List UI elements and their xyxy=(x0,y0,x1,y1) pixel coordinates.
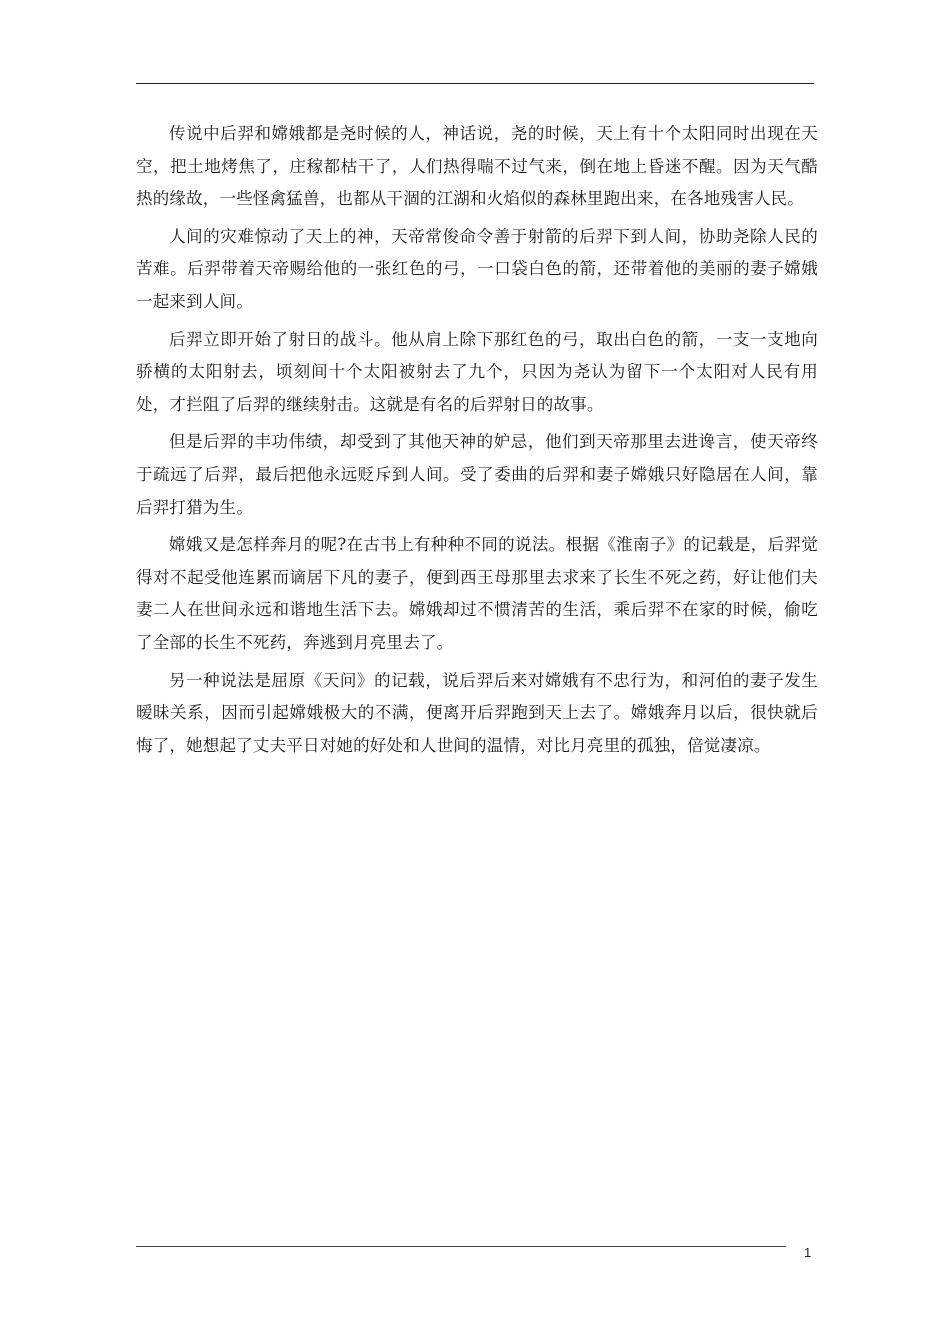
paragraph: 另一种说法是屈原《天问》的记载，说后羿后来对嫦娥有不忠行为，和河伯的妻子发生暧昧关系，因而引起嫦娥极大的不满，便离开后羿跑到天上去了。嫦娥奔月以后，很快就后悔了，她想起了丈夫平日对她的好处和人世间的温情，对比月亮里的孤独，倍觉凄凉。 xyxy=(136,670,818,755)
header-rule xyxy=(136,83,814,84)
paragraph: 嫦娥又是怎样奔月的呢?在古书上有种种不同的说法。根据《淮南子》的记载是，后羿觉得对不起受他连累而谪居下凡的妻子，便到西王母那里去求来了长生不死之药，好让他们夫妻二人在世间永远和谐地生活下去。嫦娥却过不惯清苦的生活，乘后羿不在家的时候，偷吃了全部的长生不死药，奔逃到月亮里去了。 xyxy=(136,535,818,652)
paragraph: 传说中后羿和嫦娥都是尧时候的人，神话说，尧的时候，天上有十个太阳同时出现在天空，把土地烤焦了，庄稼都枯干了，人们热得喘不过气来，倒在地上昏迷不醒。因为天气酷热的缘故，一些怪禽猛兽，也都从干涸的江湖和火焰似的森林里跑出来，在各地残害人民。 xyxy=(136,124,818,209)
page-number: 1 xyxy=(804,1245,812,1260)
paragraph: 人间的灾难惊动了天上的神，天帝常俊命令善于射箭的后羿下到人间，协助尧除人民的苦难。后羿带着天帝赐给他的一张红色的弓，一口袋白色的箭，还带着他的美丽的妻子嫦娥一起来到人间。 xyxy=(136,226,818,311)
paragraph: 但是后羿的丰功伟绩，却受到了其他天神的妒忌，他们到天帝那里去进谗言，使天帝终于疏远了后羿，最后把他永远贬斥到人间。受了委曲的后羿和妻子嫦娥只好隐居在人间，靠后羿打猎为生。 xyxy=(136,432,818,517)
footer-rule xyxy=(136,1246,786,1247)
body-text xyxy=(136,118,818,767)
paragraph: 后羿立即开始了射日的战斗。他从肩上除下那红色的弓，取出白色的箭，一支一支地向骄横的太阳射去，顷刻间十个太阳被射去了九个，只因为尧认为留下一个太阳对人民有用处，才拦阻了后羿的继续射击。这就是有名的后羿射日的故事。 xyxy=(136,329,818,414)
